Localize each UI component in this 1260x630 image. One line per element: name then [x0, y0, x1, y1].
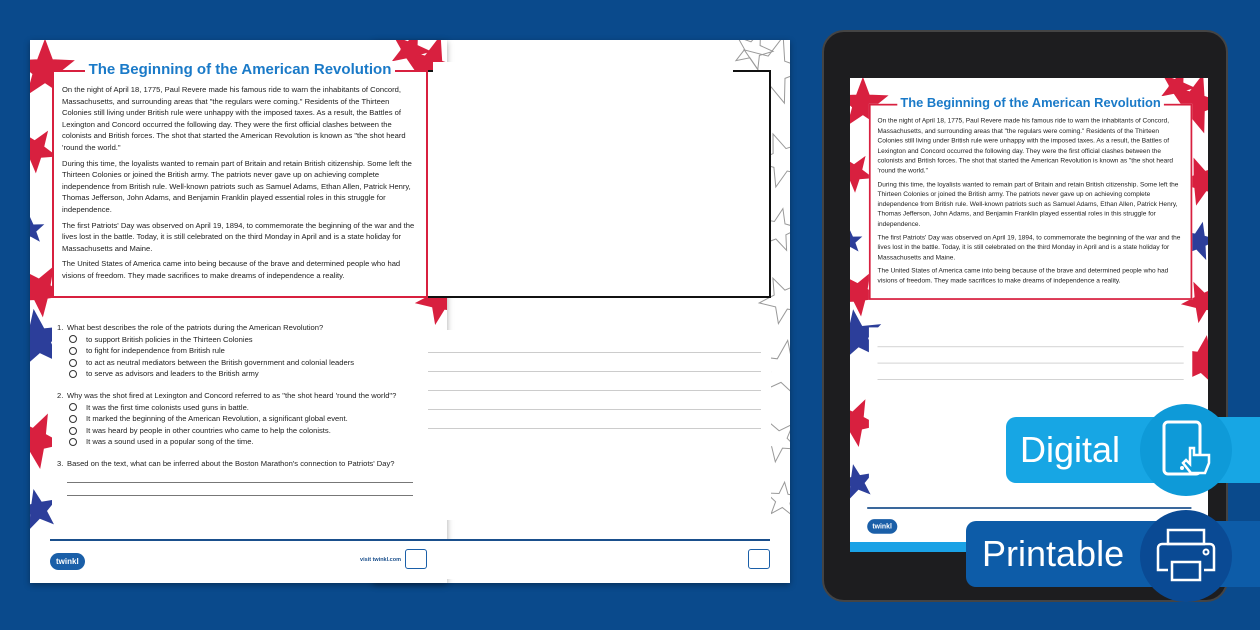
option-label: It was a sound used in a popular song of the time. — [86, 437, 254, 447]
answer-option[interactable] — [57, 345, 423, 357]
option-label: It was heard by people in other countries who came to help the colonists. — [86, 425, 331, 435]
passage-paragraph: On the night of April 18, 1775, Paul Revere made his famous ride to warn the inhabitants of Concord, Massachusetts, and surrounding areas that "the regulars were coming." Residents of the Thirteen Colonies still living under British rule were unhappy with the imposed taxes. As a result, the Battles of Lexington and Concord occurred the following day. They were the first official clashes between the colonists and British forces. The shot that started the American Revolution is known as "the shot heard 'round the world." — [62, 85, 406, 152]
answer-option[interactable] — [57, 425, 423, 437]
rule-line — [405, 390, 761, 391]
answer-line[interactable] — [67, 482, 413, 483]
twinkl-logo: twinkl — [50, 553, 85, 570]
question — [57, 322, 423, 380]
question-text: What best describes the role of the patriots during the American Revolution? — [67, 323, 324, 332]
question-number: 3. — [57, 458, 64, 468]
worksheet-title: The Beginning of the American Revolution — [54, 61, 426, 79]
twinkl-logo: twinkl — [867, 519, 897, 534]
worksheet-color — [30, 40, 447, 583]
answer-option[interactable] — [57, 413, 423, 425]
question — [57, 458, 423, 496]
printable-label: Printable — [982, 533, 1125, 574]
radio-button[interactable] — [69, 370, 77, 378]
answer-option[interactable] — [57, 436, 423, 448]
passage-paragraph: The first Patriots' Day was observed on April 19, 1894, to commemorate the beginning of the war and the lives lost in the battle. Today, it is still celebrated on the third Monday in April and is a state holiday for Massachusetts and Maine. — [62, 220, 415, 253]
radio-button[interactable] — [69, 427, 77, 435]
answer-option[interactable] — [57, 357, 423, 369]
star-decoration — [30, 216, 43, 242]
option-label: to fight for independence from British rule — [86, 346, 225, 356]
digital-label: Digital — [1020, 429, 1121, 470]
rule-line — [405, 371, 761, 372]
option-label: It marked the beginning of the American Revolution, a significant global event. — [86, 414, 348, 424]
question-text: Based on the text, what can be inferred about the Boston Marathon's connection to Patriots' Day? — [67, 458, 395, 468]
option-label: to act as neutral mediators between the British government and colonial leaders — [86, 357, 355, 367]
passage-paragraph: During this time, the loyalists wanted to remain part of Britain and retain British citizenship. Some left the Thirteen Colonies or joined the British army. The patriots never gave up on achieving complete independence from British rule. Well-known patriots such as Samuel Adams, Ethan Allen, Patrick Henry, Thomas Jefferson, John Adams, and Benjamin Franklin played essential roles in this struggle for independence. — [877, 179, 1179, 228]
option-label: to serve as advisors and leaders to the British army — [86, 369, 259, 379]
passage-paragraph: The first Patriots' Day was observed on April 19, 1894, to commemorate the beginning of the war and the lives lost in the battle. Today, it is still celebrated on the third Monday in April and is a state holiday for Massachusetts and Maine. — [877, 233, 1181, 261]
radio-button[interactable] — [69, 359, 77, 367]
option-label: to support British policies in the Thirteen Colonies — [86, 334, 253, 344]
passage-paragraph: During this time, the loyalists wanted to remain part of Britain and retain British citizenship. Some left the Thirteen Colonies or joined the British army. The patriots never gave up on achieving complete independence from British rule. Well-known patriots such as Samuel Adams, Ethan Allen, Patrick Henry, Thomas Jefferson, John Adams, and Benjamin Franklin played essential roles in this struggle for independence. — [62, 158, 412, 214]
rule-line — [405, 409, 761, 410]
question-number: 1. — [57, 323, 64, 332]
answer-line[interactable] — [67, 495, 413, 496]
printer-icon — [1140, 510, 1232, 602]
footer — [50, 539, 427, 579]
rule-line — [405, 352, 761, 353]
answer-option[interactable] — [57, 402, 423, 414]
radio-button[interactable] — [69, 347, 77, 355]
radio-button[interactable] — [69, 403, 77, 411]
rule-line — [405, 428, 761, 429]
visit-link[interactable]: visit twinkl.com — [360, 557, 401, 563]
quality-badge-icon — [405, 549, 427, 569]
rule-line — [878, 379, 1184, 380]
passage-paragraph: The United States of America came into being because of the brave and determined people who had visions of freedom. They made sacrifices to make dreams of independence a reality. — [62, 259, 401, 280]
option-label: It was the first time colonists used guns in battle. — [86, 402, 249, 412]
footer — [393, 539, 770, 579]
worksheet-title: The Beginning of the American Revolution — [871, 96, 1191, 111]
passage-paragraph: The United States of America came into being because of the brave and determined people who had visions of freedom. They made sacrifices to make dreams of independence a reality. — [877, 266, 1169, 285]
title-bar — [397, 61, 769, 79]
reading-passage-frame — [395, 70, 771, 298]
radio-button[interactable] — [69, 415, 77, 423]
question-number: 2. — [57, 390, 64, 400]
radio-button[interactable] — [69, 438, 77, 446]
question-text: Why was the shot fired at Lexington and Concord referred to as "the shot heard 'round the world"? — [67, 390, 397, 400]
question — [57, 390, 423, 448]
passage-paragraph: On the night of April 18, 1775, Paul Revere made his famous ride to warn the inhabitants of Concord, Massachusetts, and surrounding areas that "the regulars were coming." Residents of the Thirteen Colonies still living under British rule were unhappy with the imposed taxes. As a result, the Battles of Lexington and Concord occurred the following day. They were the first official clashes between the colonists and British forces. The shot that started the American Revolution is known as "the shot heard 'round the world." — [877, 116, 1174, 175]
radio-button[interactable] — [69, 335, 77, 343]
questions — [52, 318, 428, 510]
reading-passage — [52, 61, 428, 298]
quality-badge-icon — [748, 549, 770, 569]
star-decoration — [850, 229, 861, 251]
tablet-touch-icon — [1140, 404, 1232, 496]
answer-option[interactable] — [57, 368, 423, 380]
answer-option[interactable] — [57, 334, 423, 346]
reading-passage — [869, 96, 1192, 300]
questions-area-outline — [395, 330, 771, 520]
rule-line — [878, 346, 1184, 347]
rule-line — [878, 363, 1184, 364]
